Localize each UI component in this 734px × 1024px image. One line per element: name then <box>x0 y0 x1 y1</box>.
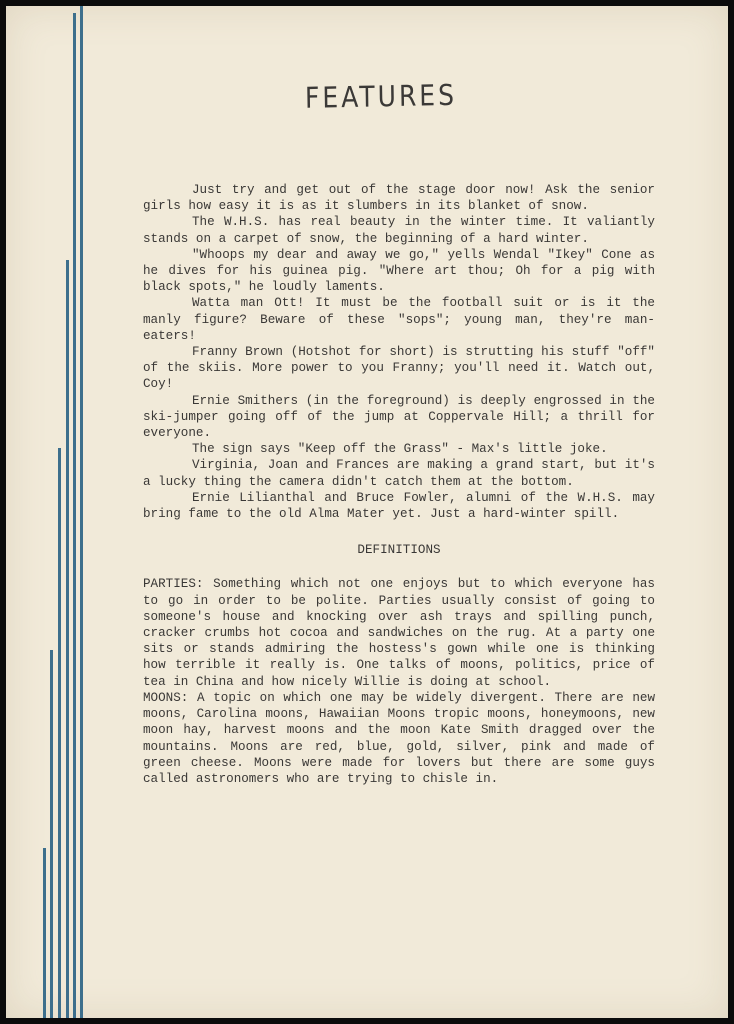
features-paragraph: Franny Brown (Hotshot for short) is strutting his stuff "off" of the skiis. More power to you Franny; you'll need it. Watch out, Coy! <box>143 345 655 392</box>
definitions-heading: DEFINITIONS <box>357 543 441 558</box>
margin-rule-4 <box>66 260 69 1018</box>
article-body <box>143 182 655 787</box>
margin-rule-6 <box>80 6 83 1018</box>
features-paragraph: "Whoops my dear and away we go," yells Wendal "Ikey" Cone as he dives for his guinea pig. "Where art thou; Oh for a pig with black spots," he loudly laments. <box>143 247 655 295</box>
margin-rule-2 <box>50 650 53 1018</box>
margin-rule-1 <box>43 848 46 1018</box>
features-paragraph: Ernie Smithers (in the foreground) is deeply engrossed in the ski-jumper going off of the jump at Coppervale Hill; a thrill for everyone. <box>143 393 655 441</box>
features-paragraph: Watta man Ott! It must be the football suit or is it the manly figure? Beware of these "sops"; young man, they're man-eaters! <box>143 296 655 343</box>
features-paragraph: The sign says "Keep off the Grass" - Max's little joke. <box>192 442 608 457</box>
features-paragraph: Ernie Lilianthal and Bruce Fowler, alumni of the W.H.S. may bring fame to the old Alma Mater yet. Just a hard-winter spill. <box>143 490 655 522</box>
margin-rule-3 <box>58 448 61 1018</box>
features-paragraph: The W.H.S. has real beauty in the winter time. It valiantly stands on a carpet of snow, the beginning of a hard winter. <box>143 215 655 246</box>
page-title: FEATURES <box>304 78 458 115</box>
features-paragraph: Virginia, Joan and Frances are making a grand start, but it's a lucky thing the camera didn't catch them at the bottom. <box>143 458 655 489</box>
definition-moons: MOONS: A topic on which one may be widely divergent. There are new moons, Carolina moons, Hawaiian Moons tropic moons, honeymoons, new moon hay, harvest moons and the moon Kate Smith dragged over the mountains. Moons are red, blue, gold, silver, pink and made of green cheese. Moons were made for lovers but there are some guys called astronomers who are trying to chisle in. <box>143 690 655 786</box>
margin-rule-5 <box>73 13 76 1018</box>
page <box>6 6 728 1018</box>
features-paragraph: Just try and get out of the stage door now! Ask the senior girls how easy it is as it slumbers in its blanket of snow. <box>143 183 655 214</box>
definition-parties: PARTIES: Something which not one enjoys but to which everyone has to go in order to be polite. Parties usually consist of going to someone's house and knocking over ash trays and spilling punch, cracker crumbs hot cocoa and sandwiches on the rug. At a party one sits or stands admiring the hostess's gown while one is thinking how terrible it really is. One talks of moons, politics, price of tea in China and how nicely Willie is doing at school. <box>143 577 655 689</box>
